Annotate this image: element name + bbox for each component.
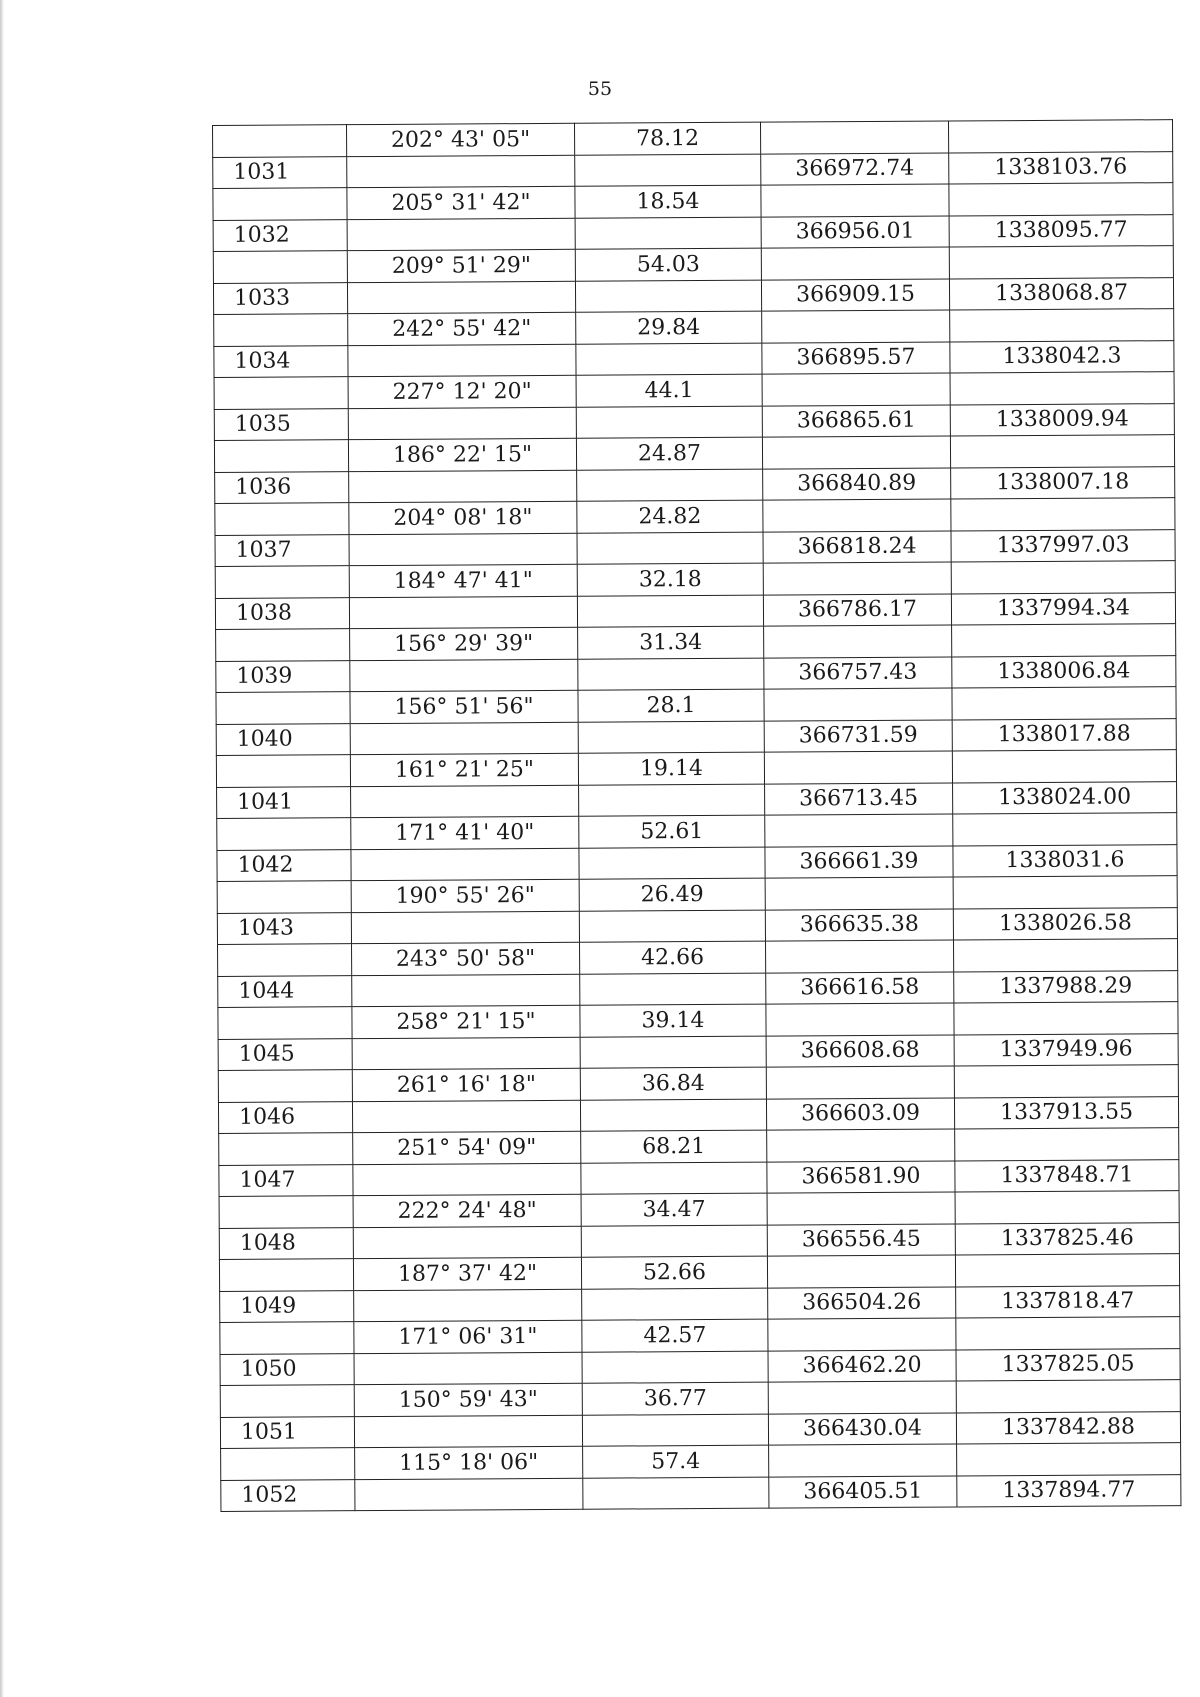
northing-cell: 366661.39	[765, 845, 953, 878]
station-cell: 1031	[213, 156, 347, 188]
northing-cell: 366608.68	[766, 1034, 954, 1067]
table-row	[215, 466, 1175, 503]
easting-cell: 1337842.88	[956, 1411, 1180, 1444]
distance-cell: 52.66	[581, 1256, 767, 1289]
station-cell	[215, 566, 349, 598]
distance-cell: 42.57	[582, 1319, 768, 1352]
northing-cell	[767, 1129, 955, 1162]
easting-cell: 1337913.55	[954, 1096, 1178, 1129]
station-cell	[214, 377, 348, 409]
bearing-cell	[348, 407, 576, 440]
northing-cell	[766, 1066, 954, 1099]
distance-cell: 29.84	[576, 311, 762, 344]
bearing-cell: 150° 59' 43"	[354, 1383, 582, 1416]
northing-cell: 366972.74	[761, 153, 949, 186]
table-row	[220, 1411, 1180, 1448]
bearing-cell: 222° 24' 48"	[353, 1194, 581, 1227]
bearing-cell	[348, 344, 576, 377]
easting-cell: 1338103.76	[949, 151, 1173, 184]
easting-cell	[948, 120, 1172, 153]
distance-cell: 31.34	[578, 626, 764, 659]
table-row	[215, 529, 1175, 566]
station-cell	[218, 1070, 352, 1102]
easting-cell	[949, 246, 1173, 279]
northing-cell	[765, 814, 953, 847]
station-cell: 1036	[215, 471, 349, 503]
distance-cell: 54.03	[575, 248, 761, 281]
table-row	[220, 1348, 1180, 1385]
bearing-cell	[352, 1037, 580, 1070]
distance-cell	[582, 1351, 768, 1384]
station-cell: 1038	[215, 597, 349, 629]
easting-cell	[953, 813, 1177, 846]
station-cell	[218, 944, 352, 976]
northing-cell	[762, 310, 950, 343]
northing-cell	[768, 1318, 956, 1351]
bearing-cell: 161° 21' 25"	[350, 753, 578, 786]
distance-cell: 36.84	[580, 1067, 766, 1100]
bearing-cell	[349, 596, 577, 629]
bearing-cell: 205° 31' 42"	[347, 186, 575, 219]
bearing-cell: 251° 54' 09"	[353, 1131, 581, 1164]
distance-cell: 28.1	[578, 689, 764, 722]
distance-cell: 18.54	[575, 185, 761, 218]
distance-cell	[583, 1477, 769, 1510]
northing-cell: 366405.51	[769, 1475, 957, 1508]
station-cell	[213, 251, 347, 283]
bearing-cell: 184° 47' 41"	[349, 564, 577, 597]
distance-cell: 24.87	[576, 437, 762, 470]
easting-cell	[955, 1128, 1179, 1161]
distance-cell	[575, 154, 761, 187]
northing-cell	[769, 1444, 957, 1477]
scan-edge-shadow	[0, 0, 4, 1697]
northing-cell	[763, 499, 951, 532]
station-cell: 1039	[216, 660, 350, 692]
easting-cell: 1337848.71	[955, 1159, 1179, 1192]
bearing-cell	[354, 1352, 582, 1385]
station-cell: 1042	[217, 849, 351, 881]
station-cell	[215, 503, 349, 535]
station-cell	[217, 818, 351, 850]
easting-cell: 1338095.77	[949, 214, 1173, 247]
distance-cell: 26.49	[579, 878, 765, 911]
easting-cell	[950, 309, 1174, 342]
northing-cell	[765, 940, 953, 973]
bearing-cell	[351, 785, 579, 818]
table-row	[216, 718, 1176, 755]
easting-cell: 1338017.88	[952, 718, 1176, 751]
northing-cell	[764, 751, 952, 784]
station-cell	[219, 1133, 353, 1165]
easting-cell: 1337825.46	[955, 1222, 1179, 1255]
bearing-cell	[354, 1415, 582, 1448]
table-row	[214, 340, 1174, 377]
easting-cell	[956, 1317, 1180, 1350]
easting-cell	[952, 687, 1176, 720]
easting-cell	[957, 1443, 1181, 1476]
table-row	[213, 214, 1173, 251]
bearing-cell: 209° 51' 29"	[347, 249, 575, 282]
table-row	[219, 1159, 1179, 1196]
table-row	[217, 907, 1177, 944]
easting-cell: 1337818.47	[956, 1285, 1180, 1318]
distance-cell	[580, 973, 766, 1006]
easting-cell: 1337994.34	[951, 592, 1175, 625]
easting-cell: 1338006.84	[952, 655, 1176, 688]
table-row	[213, 151, 1173, 188]
northing-cell: 366556.45	[767, 1223, 955, 1256]
bearing-cell	[350, 722, 578, 755]
distance-cell	[581, 1225, 767, 1258]
distance-cell	[578, 658, 764, 691]
bearing-cell	[355, 1478, 583, 1511]
station-cell: 1043	[217, 912, 351, 944]
northing-cell: 366713.45	[765, 782, 953, 815]
northing-cell	[768, 1381, 956, 1414]
distance-cell	[579, 847, 765, 880]
station-cell	[221, 1448, 355, 1480]
bearing-cell: 171° 41' 40"	[351, 816, 579, 849]
bearing-cell: 202° 43' 05"	[347, 123, 575, 156]
easting-cell	[953, 939, 1177, 972]
distance-cell: 57.4	[583, 1445, 769, 1478]
easting-cell: 1338031.6	[953, 844, 1177, 877]
bearing-cell	[347, 281, 575, 314]
distance-cell	[576, 406, 762, 439]
bearing-cell	[353, 1226, 581, 1259]
northing-cell	[764, 625, 952, 658]
northing-cell: 366865.61	[762, 404, 950, 437]
northing-cell	[765, 877, 953, 910]
distance-cell	[576, 343, 762, 376]
bearing-cell: 115° 18' 06"	[355, 1446, 583, 1479]
survey-coordinates-table	[212, 119, 1181, 1512]
distance-cell	[575, 280, 761, 313]
distance-cell	[577, 532, 763, 565]
station-cell: 1045	[218, 1038, 352, 1070]
station-cell	[219, 1196, 353, 1228]
bearing-cell: 261° 16' 18"	[352, 1068, 580, 1101]
station-cell: 1035	[214, 408, 348, 440]
northing-cell	[761, 184, 949, 217]
bearing-cell	[351, 911, 579, 944]
table-row	[217, 781, 1177, 818]
bearing-cell	[353, 1163, 581, 1196]
bearing-cell	[347, 155, 575, 188]
northing-cell: 366909.15	[761, 278, 949, 311]
station-cell	[216, 755, 350, 787]
distance-cell	[582, 1414, 768, 1447]
easting-cell	[955, 1254, 1179, 1287]
station-cell: 1050	[220, 1353, 354, 1385]
northing-cell: 366581.90	[767, 1160, 955, 1193]
station-cell: 1034	[214, 345, 348, 377]
distance-cell: 32.18	[577, 563, 763, 596]
station-cell	[216, 692, 350, 724]
station-cell	[213, 188, 347, 220]
page-number: 55	[587, 78, 613, 100]
bearing-cell: 190° 55' 26"	[351, 879, 579, 912]
distance-cell	[581, 1162, 767, 1195]
distance-cell: 36.77	[582, 1382, 768, 1415]
northing-cell	[760, 121, 948, 154]
northing-cell: 366956.01	[761, 215, 949, 248]
easting-cell: 1337825.05	[956, 1348, 1180, 1381]
northing-cell	[762, 436, 950, 469]
easting-cell: 1338068.87	[949, 277, 1173, 310]
bearing-cell: 243° 50' 58"	[352, 942, 580, 975]
bearing-cell: 242° 55' 42"	[348, 312, 576, 345]
distance-cell: 34.47	[581, 1193, 767, 1226]
station-cell	[214, 314, 348, 346]
bearing-cell	[352, 1100, 580, 1133]
northing-cell: 366895.57	[762, 341, 950, 374]
easting-cell: 1337988.29	[954, 970, 1178, 1003]
easting-cell: 1338042.3	[950, 340, 1174, 373]
easting-cell	[951, 498, 1175, 531]
table-row	[218, 970, 1178, 1007]
bearing-cell	[354, 1289, 582, 1322]
station-cell: 1032	[213, 219, 347, 251]
table-row	[217, 844, 1177, 881]
easting-cell	[954, 1065, 1178, 1098]
bearing-cell: 227° 12' 20"	[348, 375, 576, 408]
bearing-cell: 171° 06' 31"	[354, 1320, 582, 1353]
bearing-cell	[350, 659, 578, 692]
bearing-cell	[352, 974, 580, 1007]
bearing-cell: 156° 29' 39"	[350, 627, 578, 660]
station-cell	[220, 1322, 354, 1354]
bearing-cell	[347, 218, 575, 251]
bearing-cell: 187° 37' 42"	[353, 1257, 581, 1290]
northing-cell	[767, 1255, 955, 1288]
table-row	[215, 592, 1175, 629]
easting-cell	[952, 750, 1176, 783]
distance-cell	[580, 1036, 766, 1069]
distance-cell	[578, 721, 764, 754]
distance-cell: 52.61	[579, 815, 765, 848]
distance-cell: 44.1	[576, 374, 762, 407]
station-cell: 1044	[218, 975, 352, 1007]
easting-cell: 1338009.94	[950, 403, 1174, 436]
station-cell	[219, 1259, 353, 1291]
northing-cell: 366818.24	[763, 530, 951, 563]
easting-cell: 1338026.58	[953, 907, 1177, 940]
bearing-cell	[349, 533, 577, 566]
station-cell: 1052	[221, 1479, 355, 1511]
easting-cell: 1337997.03	[951, 529, 1175, 562]
distance-cell: 39.14	[580, 1004, 766, 1037]
easting-cell	[954, 1002, 1178, 1035]
station-cell: 1041	[217, 786, 351, 818]
bearing-cell	[349, 470, 577, 503]
bearing-cell: 258° 21' 15"	[352, 1005, 580, 1038]
northing-cell: 366731.59	[764, 719, 952, 752]
distance-cell	[579, 784, 765, 817]
northing-cell	[761, 247, 949, 280]
easting-cell	[955, 1191, 1179, 1224]
northing-cell: 366430.04	[768, 1412, 956, 1445]
bearing-cell	[351, 848, 579, 881]
bearing-cell: 186° 22' 15"	[348, 438, 576, 471]
distance-cell	[582, 1288, 768, 1321]
station-cell	[217, 881, 351, 913]
distance-cell: 68.21	[581, 1130, 767, 1163]
bearing-cell: 156° 51' 56"	[350, 690, 578, 723]
distance-cell	[577, 469, 763, 502]
bearing-cell: 204° 08' 18"	[349, 501, 577, 534]
station-cell: 1046	[218, 1101, 352, 1133]
northing-cell: 366757.43	[764, 656, 952, 689]
station-cell	[216, 629, 350, 661]
station-cell: 1051	[220, 1416, 354, 1448]
distance-cell: 78.12	[574, 122, 760, 155]
table-row	[218, 1033, 1178, 1070]
northing-cell: 366840.89	[763, 467, 951, 500]
easting-cell: 1338024.00	[953, 781, 1177, 814]
easting-cell	[956, 1380, 1180, 1413]
northing-cell	[763, 562, 951, 595]
table-row	[214, 403, 1174, 440]
easting-cell	[950, 435, 1174, 468]
table-body	[213, 120, 1181, 1512]
table-row	[213, 277, 1173, 314]
station-cell	[213, 125, 347, 157]
easting-cell: 1337949.96	[954, 1033, 1178, 1066]
easting-cell	[949, 183, 1173, 216]
table-row	[219, 1222, 1179, 1259]
northing-cell: 366786.17	[763, 593, 951, 626]
distance-cell	[577, 595, 763, 628]
station-cell	[220, 1385, 354, 1417]
distance-cell: 19.14	[578, 752, 764, 785]
table-row	[221, 1474, 1181, 1511]
easting-cell	[953, 876, 1177, 909]
northing-cell: 366504.26	[768, 1286, 956, 1319]
northing-cell: 366462.20	[768, 1349, 956, 1382]
easting-cell	[951, 561, 1175, 594]
station-cell: 1040	[216, 723, 350, 755]
distance-cell	[580, 1099, 766, 1132]
northing-cell	[764, 688, 952, 721]
northing-cell	[762, 373, 950, 406]
easting-cell: 1337894.77	[957, 1474, 1181, 1507]
station-cell	[218, 1007, 352, 1039]
easting-cell: 1338007.18	[951, 466, 1175, 499]
distance-cell	[579, 910, 765, 943]
northing-cell: 366603.09	[766, 1097, 954, 1130]
table-row	[218, 1096, 1178, 1133]
northing-cell	[766, 1003, 954, 1036]
easting-cell	[950, 372, 1174, 405]
distance-cell: 24.82	[577, 500, 763, 533]
distance-cell	[575, 217, 761, 250]
northing-cell: 366616.58	[766, 971, 954, 1004]
distance-cell: 42.66	[579, 941, 765, 974]
table-row	[220, 1285, 1180, 1322]
station-cell: 1048	[219, 1227, 353, 1259]
station-cell: 1047	[219, 1164, 353, 1196]
station-cell: 1049	[220, 1290, 354, 1322]
northing-cell	[767, 1192, 955, 1225]
table-row	[216, 655, 1176, 692]
station-cell: 1033	[213, 282, 347, 314]
station-cell	[214, 440, 348, 472]
station-cell: 1037	[215, 534, 349, 566]
easting-cell	[952, 624, 1176, 657]
northing-cell: 366635.38	[765, 908, 953, 941]
